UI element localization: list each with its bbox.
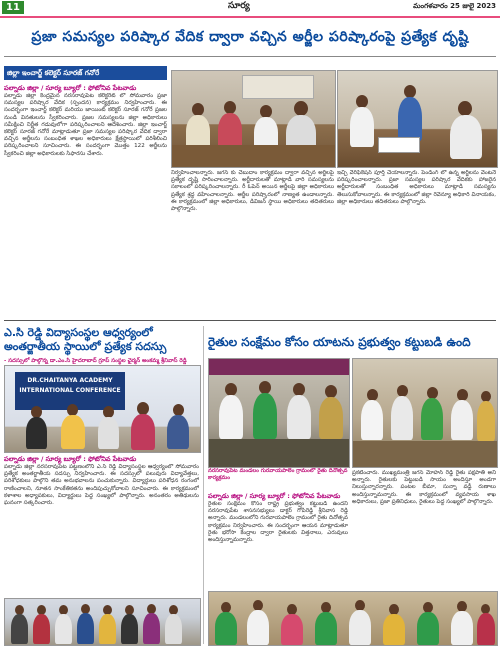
paper-name: సూర్య xyxy=(228,1,250,11)
page-header xyxy=(0,0,500,18)
story1-byline: పల్నాడు జిల్లా / సూర్య బ్యూరో : ఫోటోనివ పేటవాడు xyxy=(4,84,137,92)
story3-byline: పల్నాడు జిల్లా / సూర్య బ్యూరో : ఫోటోనివ పేటవాడు xyxy=(208,492,341,500)
story3-photo-crowd xyxy=(208,591,498,646)
page-date: మంగళవారం 25 జులై 2023 xyxy=(413,2,496,10)
story3-photo-farmers-right xyxy=(352,358,498,468)
story2-photo-conference xyxy=(4,365,201,453)
story1-subheading: జిల్లా ఇంచార్జ్ కలెక్టర్ సూరజ్ గనోరే xyxy=(4,66,167,80)
story1-body-col3: ఇచ్చి వెరిఫికేషన్ పూర్తి చేయాలన్నారు. పెండింగ్ లో ఉన్న అర్జీలను వెంటనే పరిష్కరించాలన్నారు. ప్రజా సమస్యల పరిష్కార వేదికకు హాజరైన అర్జీదారులతో సంబంధిత అధికారులు మాట్లాడి సమస్యను తెలుసుకోవాలన్నారు. ఈ కార్యక్రమంలో జిల్లా రెవెన్యూ అధికారి వినాయకం, జిల్లా అధికారులు తదితరులు పాల్గొన్నారు. xyxy=(337,170,496,205)
story2-body: పల్నాడు జిల్లా నరసరావుపేట పట్టణంలోని ఎ.సి రెడ్డి విద్యాసంస్థల ఆధ్వర్యంలో సోమవారం ప్రత్యేక అంతర్జాతీయ సదస్సు నిర్వహించారు. ఈ సదస్సులో పలువురు విద్యావేత్తలు, పరిశోధకులు పాల్గొని తమ అనుభవాలను పంచుకున్నారు. విద్యార్థులు పరిశోధన రంగంలో రాణించాలని, నూతన సాంకేతికతను అందిపుచ్చుకోవాలని సూచించారు. ఈ కార్యక్రమంలో కళాశాల అధ్యాపకులు, విద్యార్థులు పెద్ద సంఖ్యలో పాల్గొన్నారు. అనంతరం అతిథులను ఘనంగా సత్కరించారు. xyxy=(4,464,199,507)
story2-photo-group xyxy=(4,598,201,646)
story2-kicker: - సదస్సులో పాల్గొన్న డా.ఎం.సి హైదరాబాద్ గ్రూప్ సంస్థల ఛైర్మన్ అంకమ్మ శ్రీనివాస్ రెడ్డి xyxy=(4,358,187,364)
story1-body-col1: పల్నాడు జిల్లా కేంద్రమైన నరసరావుపేట కలెక్టరేట్ లో సోమవారం ప్రజా సమస్యల పరిష్కార వేదిక (స్పందన) కార్యక్రమం నిర్వహించారు. ఈ సందర్భంగా ఇంచార్జ్ కలెక్టర్ మరియు జాయింట్ కలెక్టర్ సూరజ్ గనోరే ప్రజల నుండి వినతులను స్వీకరించారు. ప్రజల సమస్యలను జిల్లా అధికారులు సమీక్షించి నిర్ణీత గడువులోగా పరిష్కరించాలని ఆదేశించారు. జిల్లా ఇంచార్జ్ కలెక్టర్ సూరజ్ గనోరే మాట్లాడుతూ ప్రజా సమస్యల పరిష్కార వేదిక ద్వారా వచ్చిన అర్జీలను సంబంధిత శాఖల అధికారులు క్షేత్రస్థాయిలో పరిశీలించి పరిష్కరించాలని సూచించారు. ఈ సందర్భంగా మొత్తం 122 అర్జీలను స్వీకరించి జిల్లా అధికారులకు సిఫారసు చేశారు. xyxy=(4,93,167,157)
story1-headline: ప్రజా సమస్యల పరిష్కార వేదిక ద్వారా వచ్చిన అర్జీల పరిష్కారంపై ప్రత్యేక దృష్టి xyxy=(31,29,469,45)
section-divider xyxy=(4,320,496,321)
banner-line2: INTERNATIONAL CONFERENCE xyxy=(19,387,121,394)
story2-headline: ఎ.సి రెడ్డి విద్యాసంస్థల ఆధ్వర్యంలో అంతర్జాతీయ స్థాయిలో ప్రత్యేక సదస్సు xyxy=(4,326,167,353)
story3-body-col2: ప్రకటించారు. ముఖ్యమంత్రి జగన్ మోహన్ రెడ్డి రైతు పక్షపాతి అని అన్నారు. రైతులకు పెట్టుబడి సాయం అందిస్తూ అండగా నిలుస్తున్నారన్నారు. పంటల బీమా, సున్నా వడ్డీ రుణాలు అందిస్తున్నామన్నారు. ఈ కార్యక్రమంలో వ్యవసాయ శాఖ అధికారులు, ప్రజా ప్రతినిధులు, రైతులు పెద్ద సంఖ్యలో పాల్గొన్నారు. xyxy=(352,470,496,505)
story1-body-col2: నిర్వహించాలన్నారు. జగన్ కు చెబుదాం కార్యక్రమం ద్వారా వచ్చిన అర్జీలపై ప్రత్యేక దృష్టి సారించాలన్నారు. అర్జీదారులతో మాట్లాడి వారి సమస్యలను సకాలంలో పరిష్కరించాలన్నారు. రీ ఓపెన్ అయిన అర్జీలపై జిల్లా అధికారులు ప్రత్యేక శ్రద్ధ వహించాలన్నారు. అర్జీల పరిష్కారంలో నాణ్యత ఉండాలన్నారు. ఈ కార్యక్రమంలో జిల్లా అధికారులు, డివిజన్ స్థాయి అధికారులు తదితరులు పాల్గొన్నారు. xyxy=(171,170,334,213)
story1-photo-meeting xyxy=(171,70,336,168)
story3-photo-caption: నరసరావుపేట మండలం గురవాయపాలెం గ్రామంలో రైతు దినోత్సవ కార్యక్రమం xyxy=(208,468,348,481)
story3-headline: రైతుల సంక్షేమం కోసం యాటను ప్రభుత్వం కట్టుబడి ఉంది xyxy=(208,335,471,349)
column-divider xyxy=(203,326,204,644)
story1-photo-collector xyxy=(337,70,498,168)
banner-line1: DR.CHAITANYA ACADEMY xyxy=(27,377,113,384)
story3-body-col1: రైతుల సంక్షేమం కోసం రాష్ట్ర ప్రభుత్వం కట్టుబడి ఉందని నరసరావుపేట శాసనసభ్యులు డాక్టర్ గోపిరెడ్డి శ్రీనివాస రెడ్డి అన్నారు. మండలంలోని గురవాయపాలెం గ్రామంలో రైతు దినోత్సవ కార్యక్రమం నిర్వహించారు. ఈ సందర్భంగా ఆయన మాట్లాడుతూ రైతు భరోసా కేంద్రాల ద్వారా రైతులకు విత్తనాలు, ఎరువులు అందిస్తున్నామన్నారు. xyxy=(208,501,348,544)
page-number: 11 xyxy=(2,1,24,14)
story2-byline: పల్నాడు జిల్లా / సూర్య బ్యూరో : ఫోటోనివ పేటవాడు xyxy=(4,455,137,463)
story3-photo-farmers-left xyxy=(208,358,350,468)
divider xyxy=(4,56,496,57)
